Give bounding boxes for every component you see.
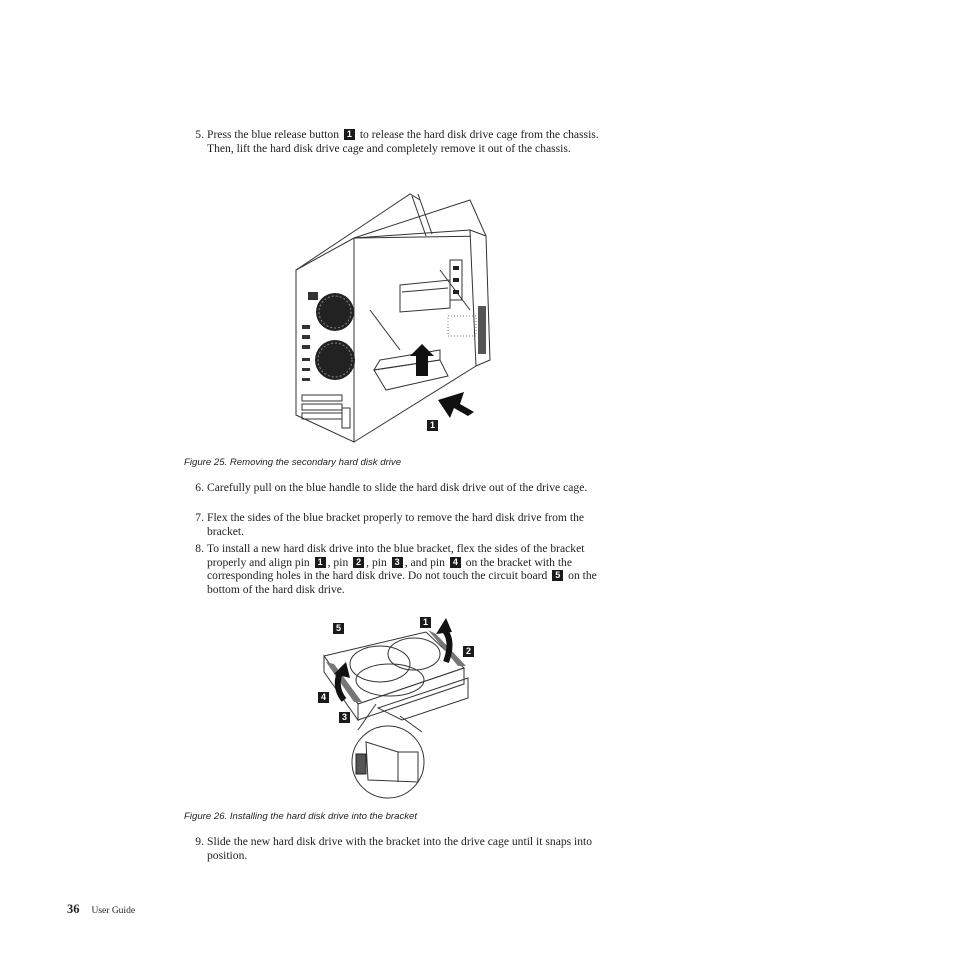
lift-arrow-icon [410, 344, 434, 376]
rear-fan-top-icon [316, 293, 354, 331]
callout-badge: 1 [315, 557, 326, 568]
callout-badge: 3 [392, 557, 403, 568]
figure-25-callout: 1 [427, 420, 438, 431]
step-9 [188, 835, 610, 862]
footer-title: User Guide [91, 906, 136, 916]
step-6 [188, 481, 610, 495]
step-number: 9. [195, 835, 204, 848]
press-arrow-icon [438, 392, 474, 418]
step-text: Carefully pull on the blue handle to slide the hard disk drive out of the drive cage. [207, 481, 588, 494]
figure-26-caption: Figure 26. Installing the hard disk drive into the bracket [184, 811, 418, 822]
step-5 [188, 128, 610, 155]
step-7 [188, 511, 610, 538]
page-footer [67, 902, 135, 917]
callout-badge: 5 [552, 570, 563, 581]
step-number: 5. [195, 128, 204, 141]
figure-26-callout-5: 5 [333, 623, 344, 634]
step-text: Flex the sides of the blue bracket properly to remove the hard disk drive from the bracket. [207, 511, 585, 538]
figure-26-callout-3: 3 [339, 712, 350, 723]
figure-26-callout-2: 2 [463, 646, 474, 657]
figure-26-callout-1: 1 [420, 617, 431, 628]
step-text: Press the blue release button 1 to release the hard disk drive cage from the chassis. Then, lift the hard disk drive cage and completely remove it out of the chassis. [207, 128, 599, 155]
figure-25-illustration [290, 190, 500, 445]
rear-fan-bottom-icon [315, 340, 355, 380]
callout-badge: 1 [344, 129, 355, 140]
callout-badge: 4 [450, 557, 461, 568]
figure-25-caption: Figure 25. Removing the secondary hard disk drive [184, 457, 402, 468]
step-text: Slide the new hard disk drive with the bracket into the drive cage until it snaps into position. [207, 835, 593, 862]
figure-26-illustration [318, 612, 488, 802]
figure-26-callout-4: 4 [318, 692, 329, 703]
page-number: 36 [67, 902, 80, 916]
step-number: 8. [195, 542, 204, 555]
step-number: 6. [195, 481, 204, 494]
callout-badge: 2 [353, 557, 364, 568]
step-number: 7. [195, 511, 204, 524]
step-8 [188, 542, 610, 596]
step-text: To install a new hard disk drive into the blue bracket, flex the sides of the bracket properly and align pin 1 , pin 2 , pin 3 , and pin 4 on the bracket with the corresponding holes in the hard disk drive. Do not touch the circuit board 5 on the bottom of the hard disk drive. [207, 542, 597, 596]
